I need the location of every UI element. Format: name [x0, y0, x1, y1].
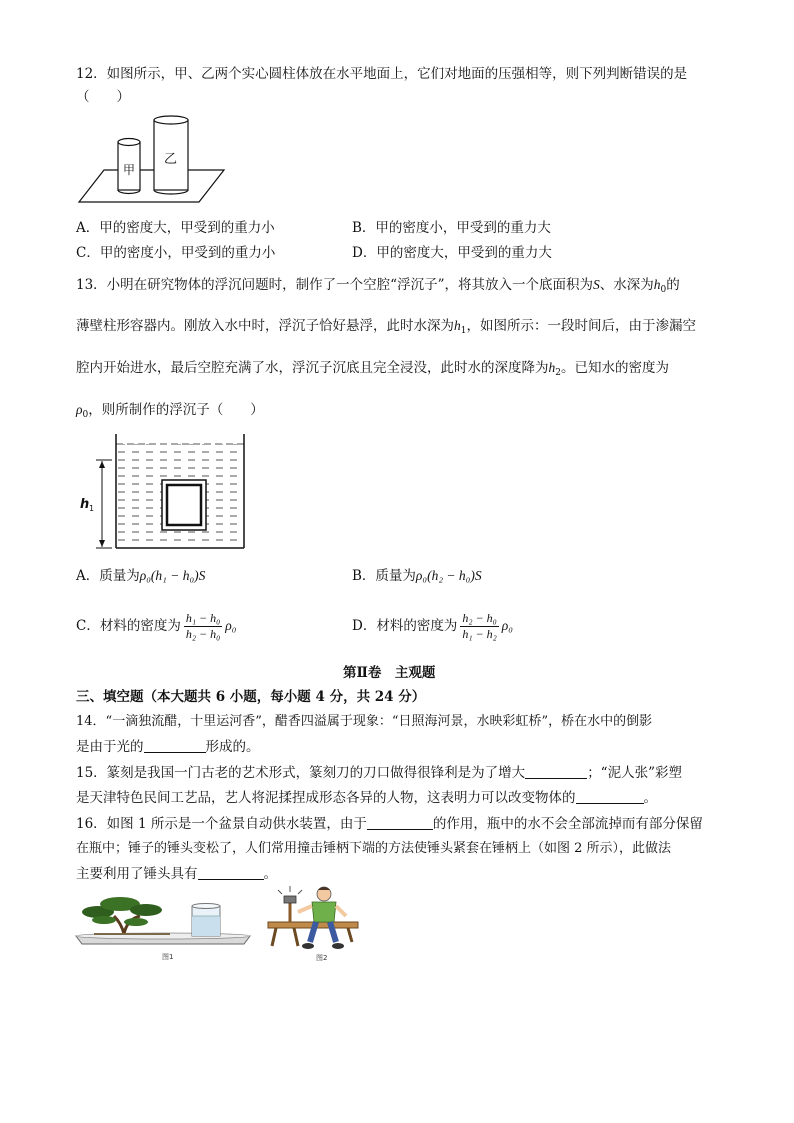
- fig1-caption: 图1: [162, 953, 174, 961]
- label-h1: h: [80, 497, 90, 512]
- q13-line-2: 薄壁柱形容器内。刚放入水中时，浮沉子恰好悬浮，此时水深为$h_1$，如图所示：一段时间后，由于渗漏空: [76, 318, 696, 336]
- fig2-caption: 图2: [316, 954, 328, 962]
- q16-blank-1[interactable]: [367, 815, 433, 830]
- q15-blank-1[interactable]: [525, 764, 587, 779]
- q13-line-1: 13．小明在研究物体的浮沉问题时，制作了一个空腔“浮沉子”，将其放入一个底面积为S、水深为$h_0$的: [76, 277, 680, 295]
- section-title: 第Ⅱ卷 主观题: [343, 665, 436, 681]
- q14-blank[interactable]: [144, 738, 206, 753]
- q16-figure-1-bonsai: [74, 890, 252, 962]
- q13-figure-container: [74, 432, 254, 554]
- q12-option-c: C．甲的密度小，甲受到的重力小: [76, 245, 276, 261]
- q16-figure-2-hammer: [264, 880, 364, 964]
- q16-blank-2[interactable]: [198, 865, 264, 880]
- q13-option-a: A．质量为ρ₀(h₁ − h₀)S: [76, 568, 206, 584]
- q16-line-3: 主要利用了锤头具有 。: [76, 866, 277, 882]
- q16-line-1: 16．如图 1 所示是一个盆景自动供水装置，由于 的作用，瓶中的水不会全部流掉而有部分保留: [76, 816, 703, 832]
- q12-answer-paren: （ ）: [76, 89, 130, 105]
- q14-line-1: 14．“一滴独流醋，十里运河香”，醋香四溢属于现象：“日照海河景，水映彩虹桥”，桥在水中的倒影: [76, 714, 653, 729]
- q15-line-2: 是天津特色民间工艺品，艺人将泥揉捏成形态各异的人物，这表明力可以改变物体的 。: [76, 790, 657, 806]
- q12-option-a: A．甲的密度大，甲受到的重力小: [76, 220, 275, 236]
- q16-line-2: 在瓶中；锤子的锤头变松了，人们常用撞击锤柄下端的方法使锤头紧套在锤柄上（如图 2 所示），此做法: [76, 841, 672, 856]
- label-yi: 乙: [164, 152, 178, 167]
- q13-option-d: D．材料的密度为 $\frac{\text{h₂ − h₀}}{\text{h₁ − h₂}}$ ρ₀: [352, 611, 513, 641]
- q13-option-b: B．质量为ρ₀(h₂ − h₀)S: [352, 568, 482, 584]
- q12-figure-cylinders: [74, 112, 234, 207]
- q15-line-1: 15．篆刻是我国一门古老的艺术形式，篆刻刀的刀口做得很锋利是为了增大 ；“泥人张”彩塑: [76, 765, 682, 781]
- q13-line-4: $\rho_0$，则所制作的浮沉子（ ）: [76, 402, 264, 420]
- label-h1-sub: 1: [89, 504, 95, 513]
- q13-line-3: 腔内开始进水，最后空腔充满了水，浮沉子沉底且完全浸没，此时水的深度降为$h_2$。已知水的密度为: [76, 360, 669, 378]
- q12-option-b: B．甲的密度小，甲受到的重力大: [352, 220, 551, 236]
- q15-blank-2[interactable]: [576, 789, 644, 804]
- q13-option-c: C．材料的密度为 $\frac{\text{h₁ − h₀}}{\text{h₂ − h₀}}$ ρ₀: [76, 611, 237, 641]
- label-jia: 甲: [123, 163, 136, 177]
- q14-line-2: 是由于光的 形成的。: [76, 739, 260, 755]
- q12-option-d: D．甲的密度大，甲受到的重力大: [352, 245, 552, 261]
- q12-stem: 12．如图所示，甲、乙两个实心圆柱体放在水平地面上，它们对地面的压强相等，则下列判断错误的是: [76, 66, 688, 82]
- section-heading: 三、填空题（本大题共 6 小题，每小题 4 分，共 24 分）: [76, 689, 426, 705]
